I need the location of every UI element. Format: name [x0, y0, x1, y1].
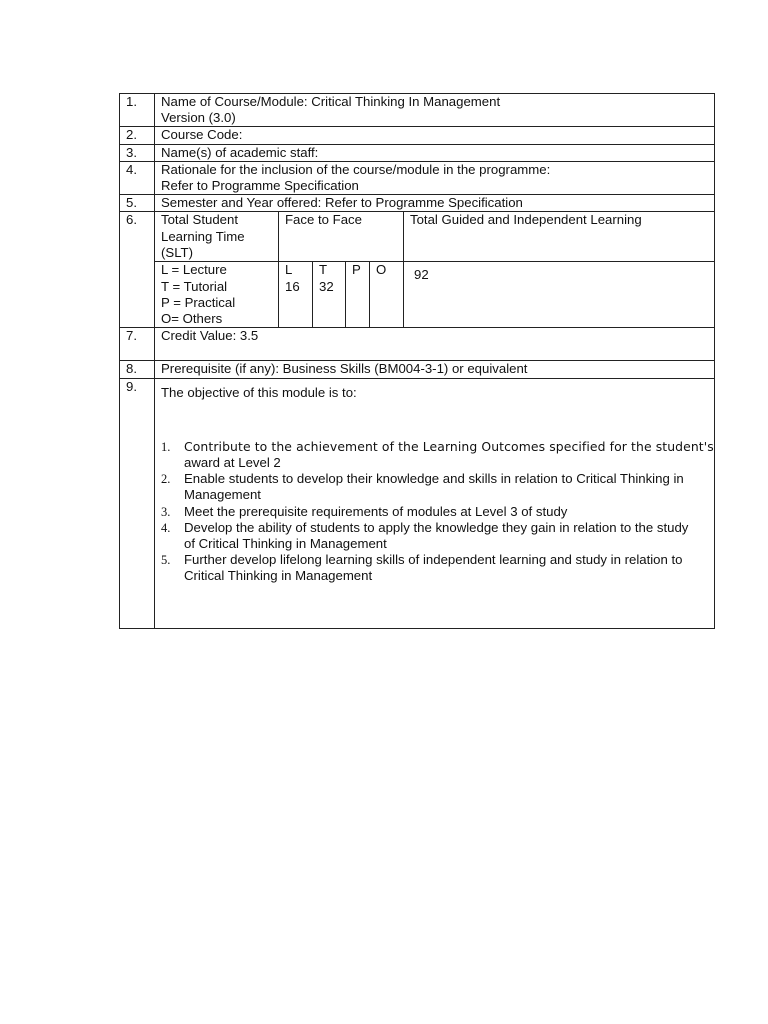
slt-label-line: Total Student: [161, 212, 238, 228]
legend-tutorial: T = Tutorial: [161, 278, 228, 294]
row-number: 4.: [120, 161, 155, 194]
tutorial-label: T: [319, 262, 328, 278]
objective-line: Further develop lifelong learning skills of independent learning and study in relation to: [184, 552, 683, 568]
row-course-name: [120, 94, 715, 127]
row-number: 8.: [120, 361, 155, 378]
row-slt-header: [120, 212, 715, 262]
course-version: Version (3.0): [161, 110, 236, 126]
guided-learning-value-cell: [404, 262, 715, 328]
objective-line: Meet the prerequisite requirements of modules at Level 3 of study: [184, 503, 568, 519]
row-course-code: [120, 127, 715, 144]
list-marker: 5.: [161, 553, 171, 568]
list-marker: 1.: [161, 439, 171, 454]
list-item: [161, 504, 708, 520]
tutorial-cell: [313, 262, 346, 328]
slt-label-line: Learning Time: [161, 228, 245, 244]
list-item: [161, 471, 708, 503]
legend-lecture: L = Lecture: [161, 262, 227, 278]
course-name: Name of Course/Module: Critical Thinking In Management: [161, 94, 501, 109]
rationale-value: Refer to Programme Specification: [161, 178, 359, 194]
objective-line: Develop the ability of students to apply the knowledge they gain in relation to the study: [184, 519, 689, 535]
rationale-cell: [155, 161, 715, 194]
objective-line: of Critical Thinking in Management: [184, 536, 387, 552]
objective-line: Management: [184, 487, 261, 503]
lecture-hours: 16: [285, 278, 300, 294]
list-marker: 3.: [161, 504, 171, 519]
row-number: 2.: [120, 127, 155, 144]
slt-legend-cell: [155, 262, 279, 328]
rationale-label: Rationale for the inclusion of the course/module in the programme:: [161, 161, 551, 177]
lecture-cell: [279, 262, 313, 328]
list-item: [161, 552, 708, 584]
credit-value: Credit Value: 3.5: [155, 328, 715, 361]
practical-label: P: [352, 262, 361, 278]
list-marker: 2.: [161, 472, 171, 487]
academic-staff: Name(s) of academic staff:: [155, 144, 715, 161]
row-objectives: [120, 378, 715, 628]
others-cell: [370, 262, 404, 328]
objective-line: Contribute to the achievement of the Learning Outcomes specified for the student's: [184, 438, 714, 454]
objectives-intro: The objective of this module is to:: [161, 384, 357, 400]
face-to-face-header: Face to Face: [279, 212, 404, 262]
lecture-label: L: [285, 262, 293, 278]
tutorial-hours: 32: [319, 278, 334, 294]
course-code: Course Code:: [155, 127, 715, 144]
objectives-list: [161, 438, 714, 585]
slt-label-line: (SLT): [161, 244, 193, 260]
row-slt-values: [120, 262, 715, 328]
list-marker: 4.: [161, 520, 171, 535]
list-item: [161, 520, 708, 552]
row-number: 5.: [120, 195, 155, 212]
semester-offered: Semester and Year offered: Refer to Programme Specification: [155, 195, 715, 212]
guided-learning-hours: 92: [414, 267, 429, 283]
objectives-cell: [155, 378, 715, 628]
slt-label-cell: [155, 212, 279, 262]
others-label: O: [376, 262, 387, 278]
module-descriptor-table: [119, 93, 715, 629]
row-semester: [120, 195, 715, 212]
course-name-cell: [155, 94, 715, 127]
list-item: [161, 438, 714, 471]
row-number: 7.: [120, 328, 155, 361]
row-number: 1.: [120, 94, 155, 127]
row-number: 6.: [120, 212, 155, 328]
legend-others: O= Others: [161, 311, 223, 327]
row-number: 9.: [120, 378, 155, 628]
prerequisite: Prerequisite (if any): Business Skills (BM004-3-1) or equivalent: [155, 361, 715, 378]
row-rationale: [120, 161, 715, 194]
row-credit-value: [120, 328, 715, 361]
legend-practical: P = Practical: [161, 294, 236, 310]
row-prerequisite: [120, 361, 715, 378]
objective-line: Critical Thinking in Management: [184, 568, 373, 584]
row-number: 3.: [120, 144, 155, 161]
objective-line: Enable students to develop their knowledge and skills in relation to Critical Thinking in: [184, 471, 684, 487]
guided-learning-header: Total Guided and Independent Learning: [404, 212, 715, 262]
row-academic-staff: [120, 144, 715, 161]
practical-cell: [346, 262, 370, 328]
objective-line: award at Level 2: [184, 455, 281, 471]
